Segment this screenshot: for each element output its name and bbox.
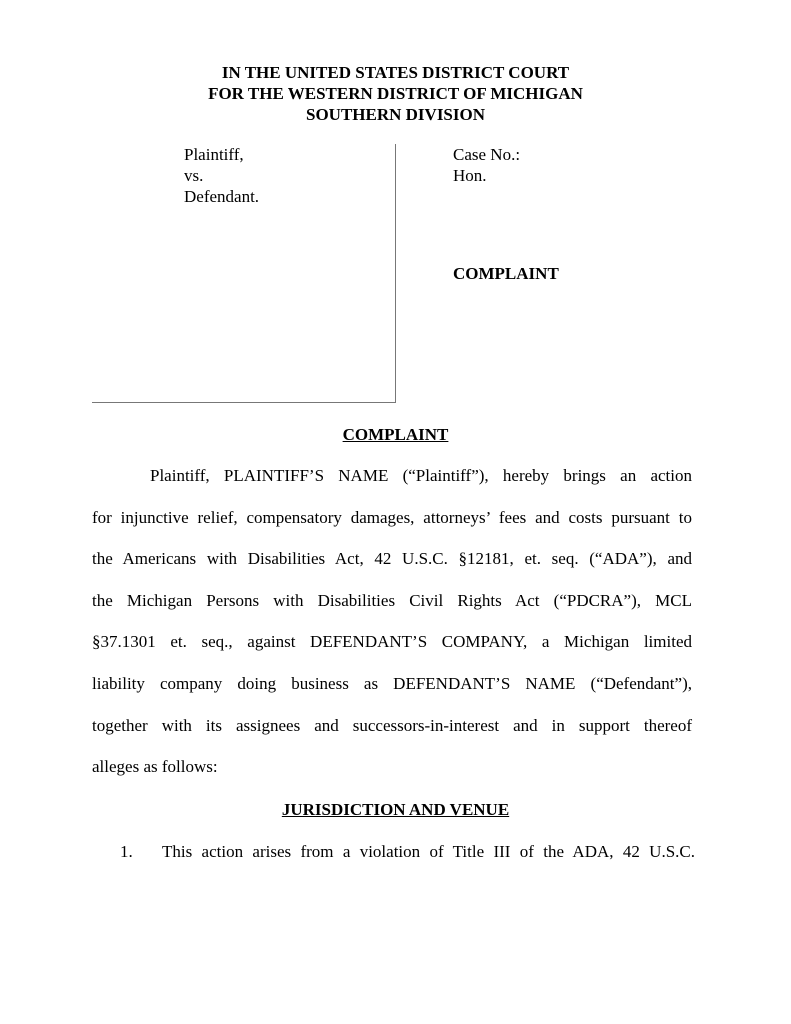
- court-line-1: IN THE UNITED STATES DISTRICT COURT: [221, 63, 570, 82]
- paragraph-line: the Americans with Disabilities Act, 42 U.S.C. §12181, et. seq. (“ADA”), and: [92, 549, 692, 569]
- court-line-2: FOR THE WESTERN DISTRICT OF MICHIGAN: [208, 84, 583, 103]
- case-number-label: Case No.:: [453, 145, 521, 164]
- caption-document-title: COMPLAINT: [453, 264, 559, 283]
- judge-label: Hon.: [453, 166, 487, 185]
- complaint-heading: COMPLAINT: [342, 425, 449, 444]
- paragraph-line: liability company doing business as DEFENDANT’S NAME (“Defendant”),: [92, 673, 692, 693]
- defendant-label: Defendant.: [184, 187, 260, 206]
- caption-case-info: [453, 144, 520, 186]
- court-header: [0, 62, 791, 125]
- court-line-3: SOUTHERN DIVISION: [305, 105, 485, 124]
- versus-label: vs.: [184, 166, 204, 185]
- case-caption: [92, 144, 692, 404]
- paragraph-line: together with its assignees and successors-in-interest and in support thereof: [92, 715, 692, 735]
- item-text: This action arises from a violation of Title III of the ADA, 42 U.S.C.: [162, 842, 695, 861]
- item-number: 1.: [120, 842, 133, 861]
- paragraph-line: Plaintiff, PLAINTIFF’S NAME (“Plaintiff”), hereby brings an action: [150, 466, 692, 485]
- plaintiff-label: Plaintiff,: [184, 145, 244, 164]
- caption-parties-box: [92, 144, 396, 403]
- jurisdiction-heading: JURISDICTION AND VENUE: [281, 800, 510, 819]
- paragraph-line: the Michigan Persons with Disabilities Civil Rights Act (“PDCRA”), MCL: [92, 590, 692, 610]
- intro-paragraph: [92, 455, 692, 788]
- paragraph-line: alleges as follows:: [92, 757, 218, 777]
- paragraph-line: §37.1301 et. seq., against DEFENDANT’S COMPANY, a Michigan limited: [92, 632, 692, 652]
- paragraph-line: for injunctive relief, compensatory damages, attorneys’ fees and costs pursuant to: [92, 507, 692, 527]
